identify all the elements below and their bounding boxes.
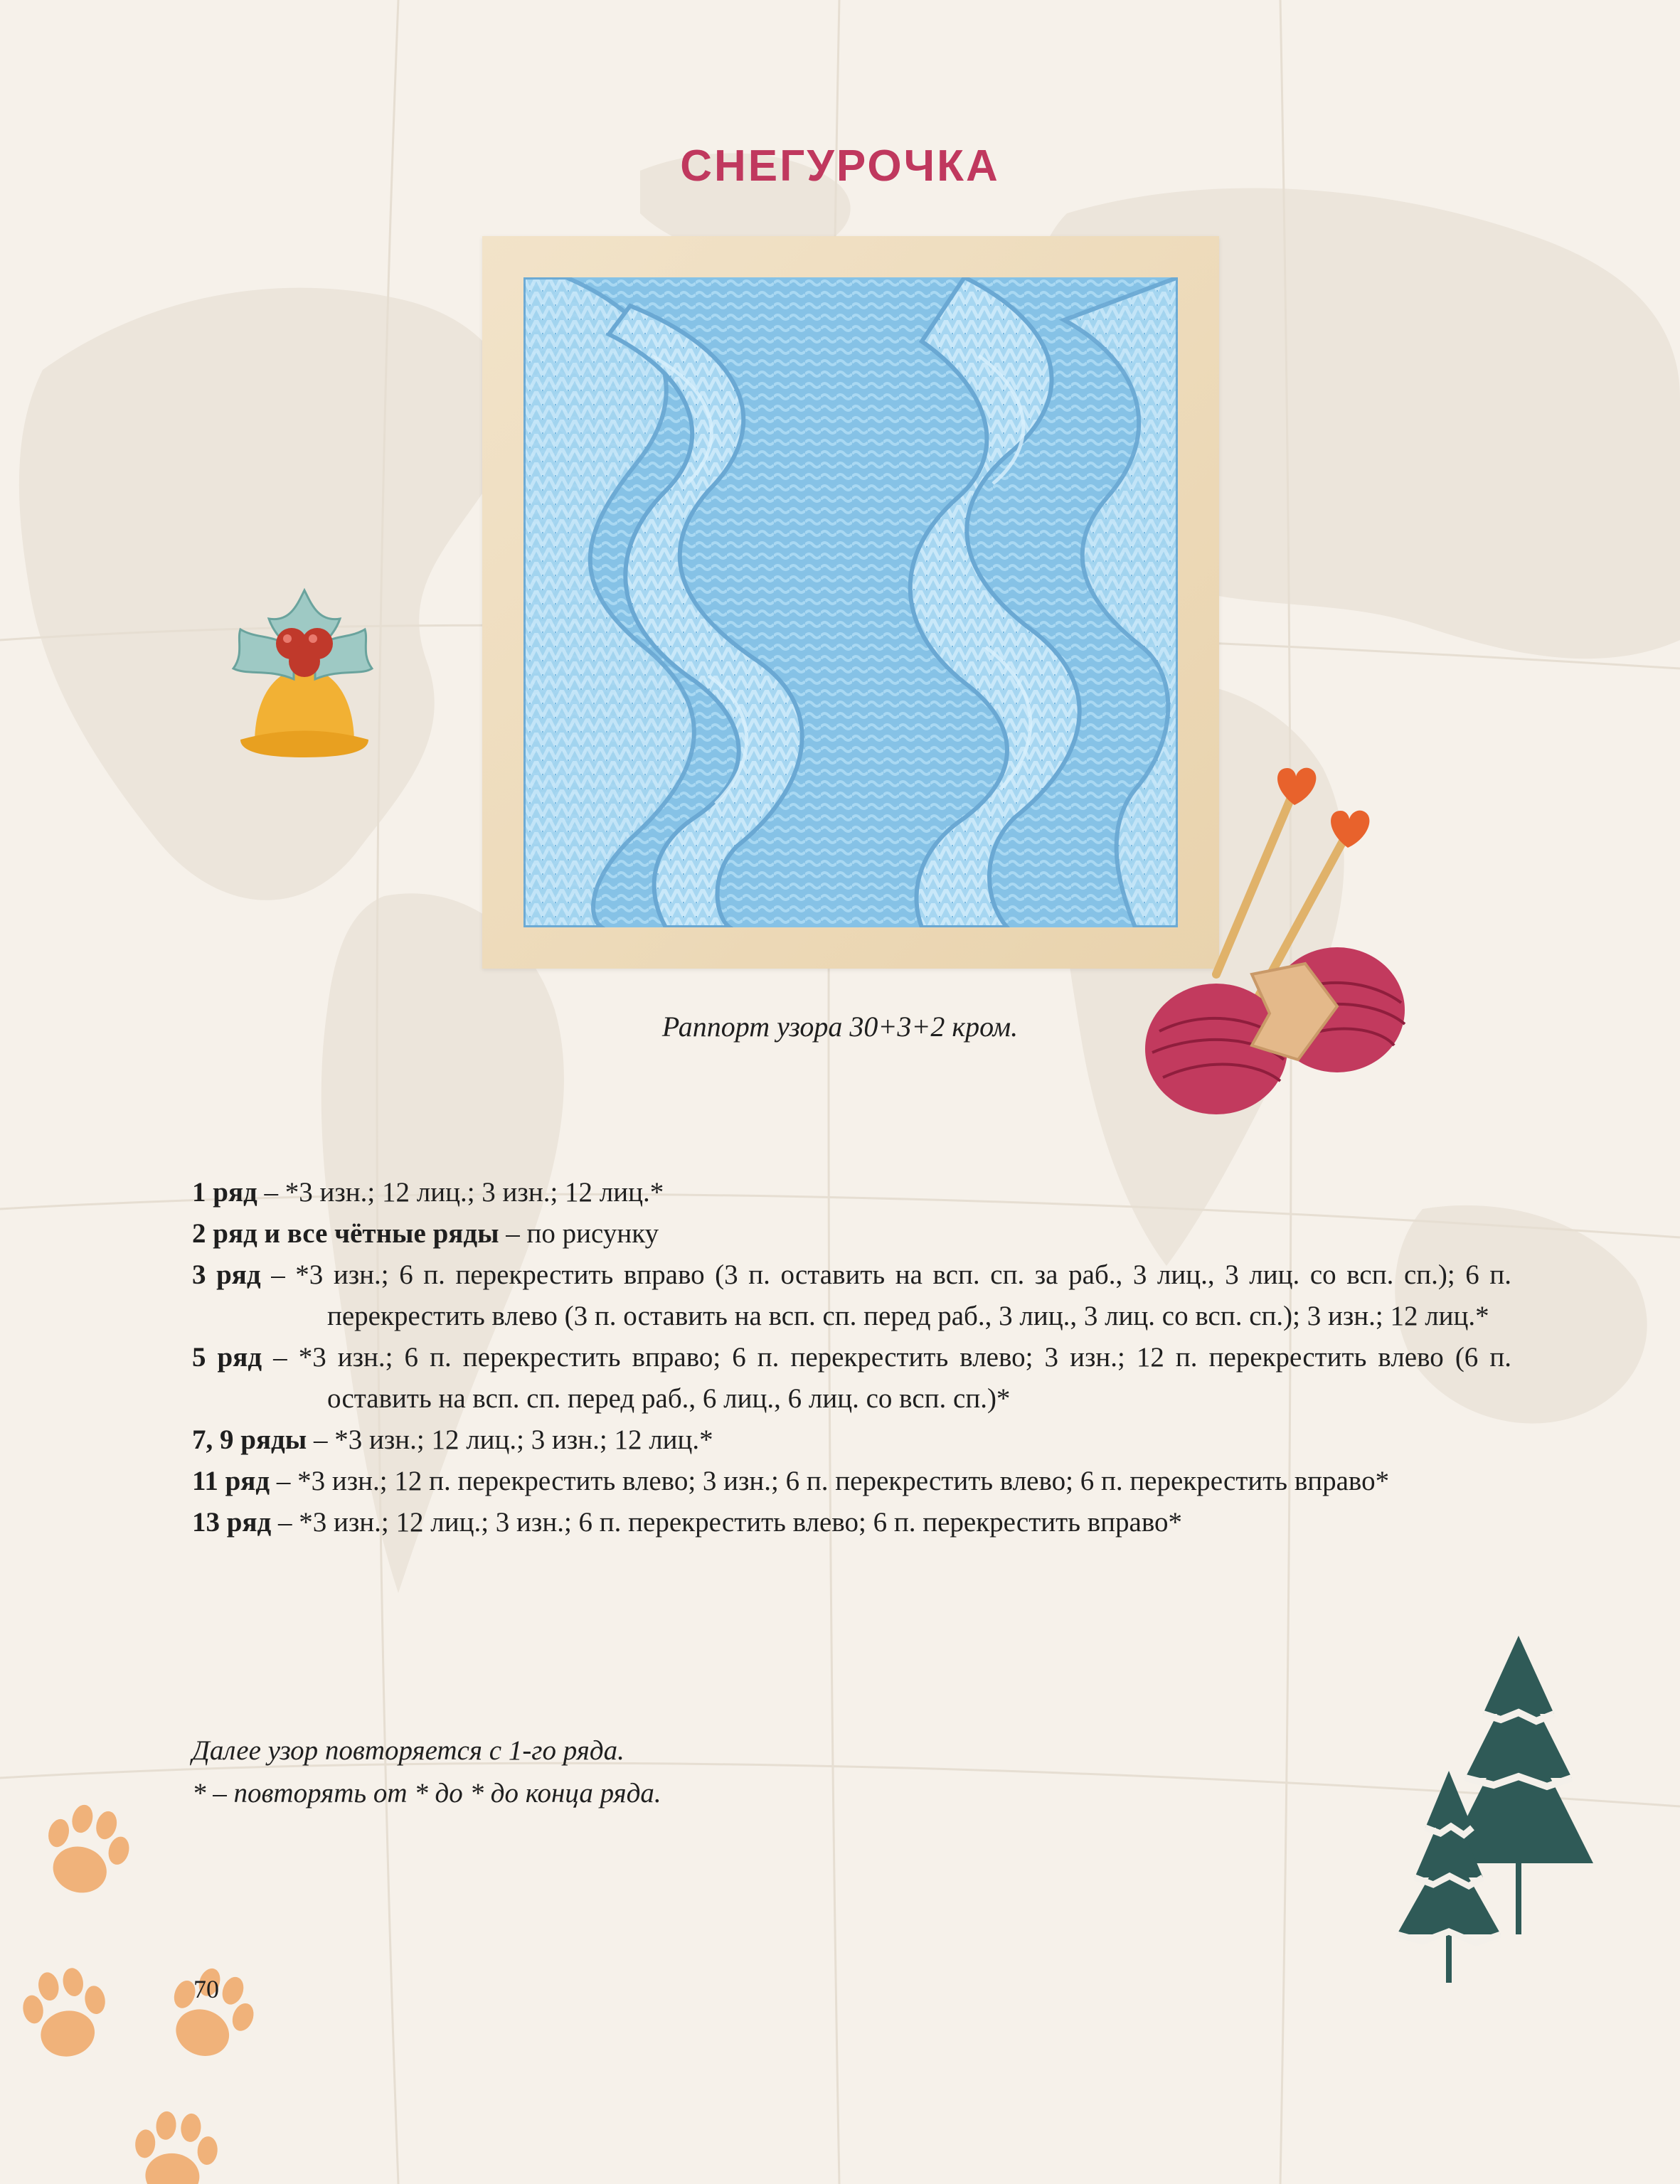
row-text: – по рисунку [499, 1218, 659, 1249]
row-text: – *3 изн.; 6 п. перекрестить вправо; 6 п. перекрестить влево; 3 изн.; 12 п. перекрестить влево (6 п. оставить на всп. сп. перед раб., 6 лиц., 6 лиц. со всп. сп.)* [262, 1342, 1511, 1414]
instructions-block [192, 1172, 1511, 1543]
yarn-needles-icon [1145, 761, 1415, 1124]
row-label: 2 ряд и все чётные ряды [192, 1218, 499, 1249]
row-label: 1 ряд [192, 1177, 257, 1208]
note-repeat: Далее узор повторяется с 1-го ряда. [192, 1735, 624, 1766]
row-2 [192, 1213, 1511, 1255]
row-3 [192, 1255, 1511, 1337]
row-label: 11 ряд [192, 1466, 270, 1496]
note-asterisk: * – повторять от * до * до конца ряда. [192, 1778, 661, 1809]
pattern-photo-frame [482, 236, 1219, 969]
paw-prints-icon [14, 1799, 270, 2184]
row-text: – *3 изн.; 12 лиц.; 3 изн.; 6 п. перекрестить влево; 6 п. перекрестить вправо* [271, 1507, 1182, 1538]
row-text: – *3 изн.; 12 лиц.; 3 изн.; 12 лиц.* [307, 1424, 713, 1455]
row-7-9 [192, 1419, 1511, 1461]
row-11 [192, 1461, 1511, 1502]
knit-pattern-photo [523, 277, 1178, 927]
row-text: – *3 изн.; 12 лиц.; 3 изн.; 12 лиц.* [257, 1177, 664, 1208]
row-1 [192, 1172, 1511, 1213]
row-label: 5 ряд [192, 1342, 262, 1373]
holly-bell-icon [226, 562, 376, 761]
row-text: – *3 изн.; 6 п. перекрестить вправо (3 п. оставить на всп. сп. за раб., 3 лиц., 3 лиц. со всп. сп.); 6 п. перекрестить влево (3 п. оставить на всп. сп. перед раб., 3 лиц., 3 лиц. со всп. сп.); 3 изн.; 12 лиц.* [260, 1259, 1511, 1331]
page-title: СНЕГУРОЧКА [680, 142, 1000, 191]
rapport-caption: Раппорт узора 30+3+2 кром. [661, 1011, 1019, 1043]
pine-trees-icon [1387, 1636, 1600, 1984]
row-text: – *3 изн.; 12 п. перекрестить влево; 3 изн.; 6 п. перекрестить влево; 6 п. перекрестить вправо* [270, 1466, 1390, 1496]
row-5 [192, 1337, 1511, 1419]
row-label: 13 ряд [192, 1507, 272, 1538]
page-number: 70 [193, 1975, 219, 2003]
notes-block [192, 1730, 1188, 1815]
row-label: 7, 9 ряды [192, 1424, 307, 1455]
row-label: 3 ряд [192, 1259, 261, 1290]
row-13 [192, 1502, 1511, 1543]
